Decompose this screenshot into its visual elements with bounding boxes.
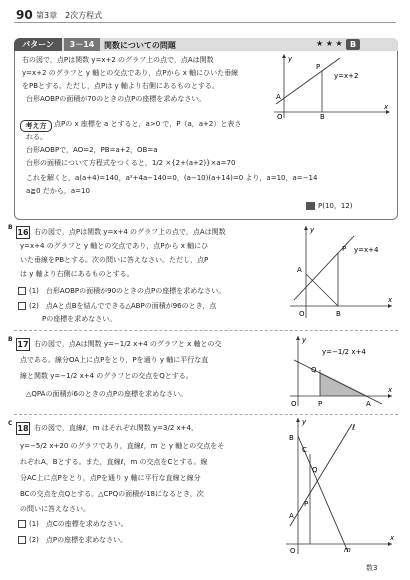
point-p-label: P [316,63,321,71]
q17-graph-figure [286,334,396,408]
q18-sub2: (2) 点Pの座標を求めなさい。 [18,534,127,546]
q18-graph-figure [282,416,396,556]
point-p-label: P [304,500,309,508]
line-m-label: m [344,546,351,554]
point-a-label: A [276,93,281,101]
problem-line: 右の図で，点Pは関数 y=x+2 のグラフ上の点で，点Aは関数 [22,56,214,64]
x-label: x [390,534,395,542]
line-graph [294,360,382,404]
q17-line: 右の図で，点Aは関数 y=−1/2 x+4 のグラフと x 軸との交 [34,340,222,348]
header-divider [14,22,396,23]
point-c-label: C [302,446,307,454]
q18-line: の問いに答えなさい。 [20,505,90,513]
answer-icon [306,202,315,210]
q17-level: B [8,336,13,343]
problem-line: 台形AOBPの面積が70のときの点Pの座標を求めなさい。 [26,95,206,103]
point-b-label: B [336,310,341,318]
section-divider [14,414,398,415]
approach-line: 台形AOBPで，AO=2，PB=a+2，OB=a [26,146,158,154]
q18-level: C [8,420,13,427]
checkbox[interactable] [18,536,26,544]
checkbox[interactable] [18,520,26,528]
x-label: x [388,386,393,394]
approach-line: a≧0 だから，a=10 [26,187,90,195]
q16-line: 右の図で，点Pは関数 y=x+4 のグラフ上の点で，点Aは関数 [34,228,226,236]
q18-number: 18 [17,424,29,433]
page-number: 90 [16,8,33,22]
approach-line: 台形の面積について方程式をつくると，1/2 ×{2+(a+2)}×a=70 [26,159,236,167]
point-a-label: A [289,512,294,520]
footer-page-label: 数3 [366,564,378,572]
q16-sub2-cont: Pの座標を求めなさい。 [42,315,117,323]
q16-line: は y 軸より右側にあるものとする。 [20,270,134,278]
point-b-label: B [320,113,325,120]
point-b-label: B [289,434,294,442]
q18-line: 分AC上に点Pをとり，点Pを通り y 軸に平行な直線と線分 [20,474,201,482]
q16-line: y=x+4 のグラフと y 軸との交点であり，点Pから x 軸にひ [20,242,209,250]
section-divider [14,330,398,331]
approach-label: 考え方 [20,120,52,132]
y-label: y [310,226,315,234]
level-badge: B [346,39,360,50]
q16-level: B [8,224,13,231]
pattern-tag: パターン [14,38,62,51]
q17-line: △QPAの面積が6のときの点Pの座標を求めなさい。 [26,390,188,398]
q16-sub2: (2) 点Aと点Bを結んでできる△ABPの面積が96のとき，点 [18,300,216,312]
origin-label: O [290,547,296,555]
line-label: y=x+2 [334,72,359,80]
q18-line: れぞれA，Bとする。また，直線ℓ，m の交点をCとする。線 [20,458,208,466]
pattern-graph-figure [270,52,392,120]
point-a-label: A [366,400,371,408]
point-q-label: Q [311,366,317,374]
line-label: y=−1/2 x+4 [322,348,366,356]
origin-label: O [291,400,297,408]
point-a-label: A [297,266,302,274]
pattern-title: 関数についての問題 [104,41,176,50]
approach-line: これを解くと，a(a+4)=140，a²+4a−140=0，(a−10)(a+14)=0 より，a=10，a=−14 [26,174,318,182]
problem-line: をPBとする。ただし，点Pは y 軸より右側にあるものとする。 [22,82,219,90]
q17-line: 線と関数 y=−1/2 x+4 のグラフとの交点をQとする。 [20,372,193,380]
difficulty-stars: ★ ★ ★ [316,39,343,48]
q16-line: いた垂線をPBとする。次の問いに答えなさい。ただし，点P [20,256,209,264]
checkbox[interactable] [18,287,26,295]
approach-line: れる。 [26,133,47,141]
y-label: y [302,336,307,344]
point-p-label: P [342,245,347,253]
q16-graph-figure [286,222,396,322]
answer-text: P(10，12) [318,202,353,210]
approach-line: 点Pの x 座標を a とすると，a>0 で，P（a，a+2）と表さ [54,120,242,128]
q17-number: 17 [17,340,29,349]
answer [306,201,353,211]
q18-line: y=−5/2 x+20 のグラフであり，直線ℓ，m と y 軸との交点をそ [20,442,225,450]
y-label: y [288,55,293,63]
q16-number: 16 [17,228,29,237]
line-l-label: ℓ [352,423,356,432]
origin-label: O [299,310,305,318]
q18-line: BCの交点を点Qとする。△CPQの面積が18になるとき，次 [20,490,204,498]
x-label: x [384,103,389,111]
q16-sub1: (1) 台形AOBPの面積が90のときの点Pの座標を求めなさい。 [18,285,225,297]
chapter-title: 第3章 2次方程式 [36,11,103,20]
point-q-label: Q [312,466,318,474]
y-label: y [302,418,307,426]
problem-line: y=x+2 のグラフと y 軸との交点であり，点Pから x 軸にひいた垂線 [22,69,239,77]
point-p-label: P [318,400,323,408]
q18-line: 右の図で，直線ℓ，m はそれぞれ関数 y=3/2 x+4， [34,424,198,432]
q18-sub1: (1) 点Cの座標を求めなさい。 [18,518,128,530]
line-label: y=x+4 [354,246,379,254]
line-graph [276,58,340,104]
segment-ab [306,274,338,306]
checkbox[interactable] [18,302,26,310]
x-label: x [388,296,393,304]
shaded-triangle-qpa [320,372,368,396]
q17-line: 点である。線分OA上に点Pをとり，Pを通り y 軸に平行な直 [20,356,209,364]
origin-label: O [277,113,283,120]
pattern-number: 3－14 [64,38,100,51]
